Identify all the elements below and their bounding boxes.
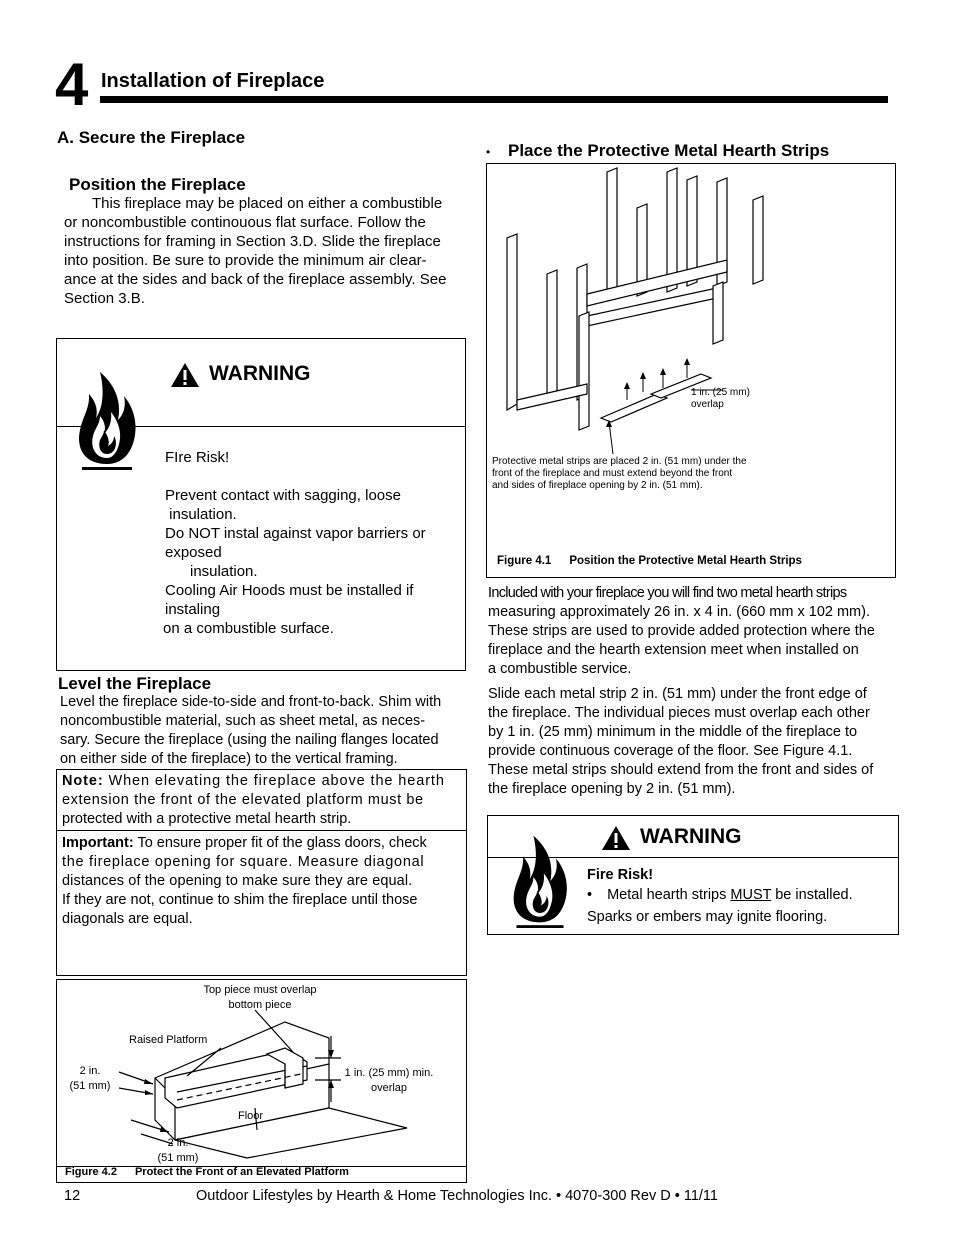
text-line: measuring approximately 26 in. x 4 in. (660 mm x 102 mm). (488, 604, 870, 620)
text-line: a combustible service. (488, 661, 632, 677)
text-part: be installed. (771, 887, 853, 903)
warning-title: WARNING (640, 825, 742, 848)
section-title: Installation of Fireplace (101, 70, 325, 92)
fig2-label-left-dim (62, 1064, 118, 1094)
text-line: sary. Secure the fireplace (using the nailing flanges located (60, 732, 439, 748)
warning-triangle-icon (170, 362, 200, 388)
text-line: ance at the sides and back of the fireplace assembly. See (64, 271, 447, 288)
text-line: provide continuous coverage of the floor. See Figure 4.1. (488, 743, 853, 759)
text-line: Included with your fireplace you will find two metal hearth strips (488, 585, 847, 601)
text-line: bottom piece (228, 999, 292, 1011)
note-text (62, 772, 462, 829)
section-rule (100, 96, 888, 103)
text-line: (51 mm) (69, 1080, 111, 1092)
paragraph-included-strips (488, 584, 898, 679)
section-number: 4 (55, 51, 89, 118)
note-label: Note: (62, 773, 104, 789)
text-line: into position. Be sure to provide the minimum air clear- (64, 252, 427, 269)
text-part: Metal hearth strips (607, 887, 731, 903)
important-text (62, 834, 462, 929)
text-line: Top piece must overlap (203, 984, 317, 996)
text-line: Slide each metal strip 2 in. (51 mm) under the front edge of (488, 686, 867, 702)
important-label: Important: (62, 835, 134, 851)
fig2-label-floor: Floor (238, 1110, 264, 1122)
warning2-line2: Sparks or embers may ignite flooring. (587, 909, 828, 925)
text-line: Do NOT instal against vapor barriers or (165, 525, 426, 542)
emphasis-must: MUST (730, 887, 772, 903)
page-number: 12 (64, 1188, 81, 1204)
text-line: instructions for framing in Section 3.D. Slide the fireplace (64, 233, 441, 250)
text-line: diagonals are equal. (62, 911, 193, 927)
caption-text: Position the Protective Metal Hearth Strips (569, 555, 802, 567)
heading-hearth-strips: Place the Protective Metal Hearth Strips (508, 141, 830, 160)
fig2-label-raised-platform: Raised Platform (129, 1034, 208, 1046)
text-line: on a combustible surface. (163, 620, 334, 637)
level-paragraph (60, 693, 468, 769)
text-line: 1 in. (25 mm) min. (344, 1067, 434, 1079)
text-line: the fireplace opening by 2 in. (51 mm). (488, 781, 736, 797)
text-line: on either side of the fireplace) to the vertical framing. (60, 751, 398, 767)
caption-text: Protect the Front of an Elevated Platform (134, 1166, 349, 1178)
paragraph-slide-strip (488, 685, 898, 799)
flame-icon (507, 832, 573, 928)
text-line: Protective metal strips are placed 2 in. (51 mm) under the (492, 456, 747, 467)
figure-4-1-caption (497, 555, 802, 567)
text-line: and sides of fireplace opening by 2 in. (51 mm). (492, 480, 703, 491)
text-line: This fireplace may be placed on either a combustible (92, 195, 443, 212)
caption-number: Figure 4.2 (65, 1166, 117, 1178)
text-line: Level the fireplace side-to-side and front-to-back. Shim with (60, 694, 442, 710)
text-line: 2 in. (167, 1137, 189, 1149)
fig1-strip-note (492, 456, 792, 492)
text-line: noncombustible material, such as sheet metal, as neces- (60, 713, 426, 729)
text-line: (51 mm) (157, 1152, 199, 1164)
text-line: If they are not, continue to shim the fireplace until those (62, 892, 418, 908)
text-line (165, 467, 460, 486)
fig1-overlap-label (691, 387, 750, 411)
text-line: the fireplace. The individual pieces must overlap each other (488, 705, 870, 721)
text-line: fireplace and the hearth extension meet when installed on (488, 642, 859, 658)
warning1-text (165, 448, 460, 638)
fig2-label-bottom-dim (150, 1136, 206, 1166)
text-line: distances of the opening to make sure they are equal. (62, 873, 413, 889)
figure-4-2-caption (65, 1166, 349, 1178)
text-line: These metal strips should extend from the front and sides of (488, 762, 874, 778)
heading-secure-fireplace: A. Secure the Fireplace (57, 128, 246, 147)
text-line: Cooling Air Hoods must be installed if (165, 582, 414, 599)
footer-text: Outdoor Lifestyles by Hearth & Home Technologies Inc. • 4070-300 Rev D • 11/11 (196, 1188, 718, 1204)
flame-icon (74, 368, 140, 470)
text-line: overlap (370, 1082, 408, 1094)
warning-title: WARNING (209, 362, 311, 385)
heading-level-fireplace: Level the Fireplace (58, 674, 212, 693)
text-line: exposed (165, 544, 222, 561)
warning2-risk: Fire Risk! (587, 867, 654, 883)
text-line: insulation. (165, 563, 258, 580)
bullet: • (486, 145, 491, 159)
text-line: These strips are used to provide added protection where the (488, 623, 875, 639)
text-line: To ensure proper fit of the glass doors, check (133, 835, 427, 851)
text-line: protected with a protective metal hearth strip. (62, 811, 352, 827)
text-line: instaling (165, 601, 221, 618)
warning2-line1 (587, 887, 853, 903)
text-line: or noncombustible continouous flat surface. Follow the (64, 214, 426, 231)
warning-triangle-icon (601, 825, 631, 851)
text-line: extension the front of the elevated platform must be (62, 792, 424, 808)
text-line: When elevating the fireplace above the hearth (103, 773, 445, 789)
text-line: front of the fireplace and must extend beyond the front (492, 468, 733, 479)
position-paragraph (64, 194, 469, 308)
text-line: 1 in. (25 mm) (691, 387, 750, 398)
text-line: Section 3.B. (64, 290, 145, 307)
caption-number: Figure 4.1 (497, 555, 552, 567)
text-line: 2 in. (79, 1065, 101, 1077)
text-line: by 1 in. (25 mm) minimum in the middle of the fireplace to (488, 724, 858, 740)
heading-position-fireplace: Position the Fireplace (69, 175, 246, 194)
fig2-label-top (190, 983, 330, 1013)
text-line: the fireplace opening for square. Measure diagonal (62, 854, 425, 870)
text-line: overlap (691, 399, 724, 410)
text-line: Prevent contact with sagging, loose (165, 487, 401, 504)
text-line: FIre Risk! (165, 449, 230, 466)
text-line: insulation. (165, 506, 237, 523)
fig2-label-overlap (336, 1066, 442, 1096)
bullet: • (587, 887, 593, 903)
